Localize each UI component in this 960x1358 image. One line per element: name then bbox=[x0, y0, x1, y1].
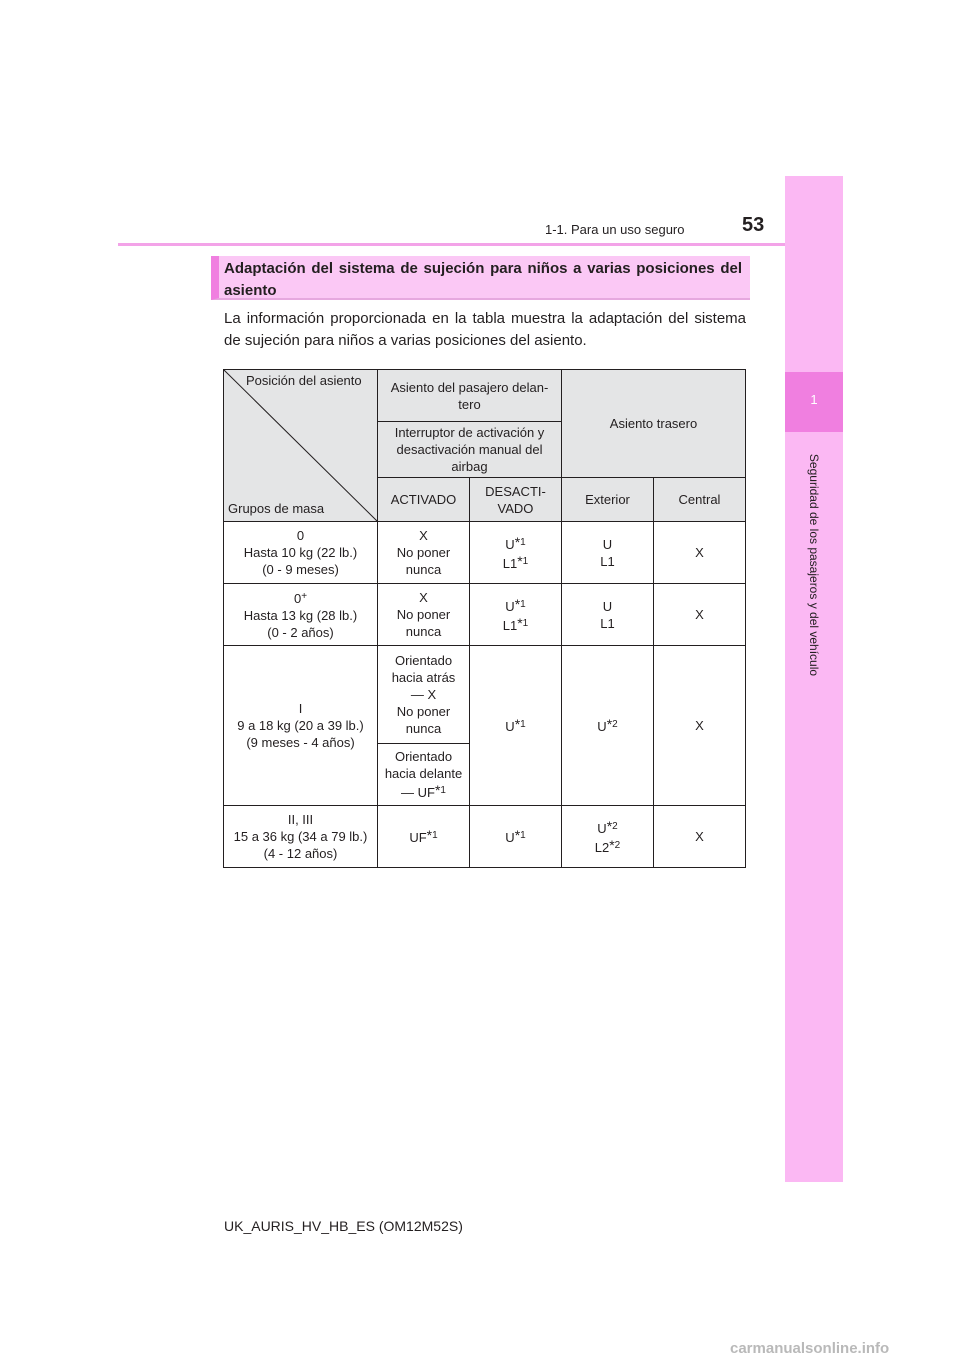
outer-cell: $U^{*2}$ L2$^{*2}$ bbox=[562, 806, 654, 868]
table-row bbox=[224, 522, 746, 584]
group-cell: 0+ Hasta 13 kg (28 lb.) (0 - 2 años) bbox=[224, 584, 378, 646]
deactivated-cell: $U^{*1}$ L1$^{*1}$ bbox=[470, 522, 562, 584]
activated-cell: X No poner nunca bbox=[378, 522, 470, 584]
center-cell: X bbox=[654, 584, 746, 646]
header-rear-seat: Asiento trasero bbox=[562, 370, 746, 478]
header-front-seat: Asiento del pasajero delan-tero bbox=[378, 370, 562, 422]
center-cell: X bbox=[654, 806, 746, 868]
outer-cell: U L1 bbox=[562, 522, 654, 584]
deactivated-cell: $U^{*1}$ L1$^{*1}$ bbox=[470, 584, 562, 646]
header-center: Central bbox=[654, 478, 746, 522]
activated-forward-facing-cell: Orientado hacia delante — UF$^{*1}$ bbox=[378, 744, 470, 806]
corner-label-mass-groups: Grupos de masa bbox=[228, 501, 325, 516]
table-row bbox=[224, 584, 746, 646]
header-rule bbox=[118, 243, 842, 246]
corner-label-seat-position: Posición del asiento bbox=[246, 373, 362, 388]
table-row bbox=[224, 646, 746, 744]
activated-cell: UF$^{*1}$ bbox=[378, 806, 470, 868]
chapter-side-strip bbox=[785, 176, 843, 1182]
chapter-title: Seguridad de los pasajeros y del vehículo bbox=[807, 453, 821, 677]
group-cell: 0 Hasta 10 kg (22 lb.) (0 - 9 meses) bbox=[224, 522, 378, 584]
header-deactivated: DESACTI-VADO bbox=[470, 478, 562, 522]
activated-rear-facing-cell: Orientado hacia atrás — X No poner nunca bbox=[378, 646, 470, 744]
deactivated-cell: $U^{*1}$ bbox=[470, 806, 562, 868]
center-cell: X bbox=[654, 522, 746, 584]
document-code: UK_AURIS_HV_HB_ES (OM12M52S) bbox=[224, 1218, 463, 1234]
table-corner-cell bbox=[224, 370, 378, 522]
page-number: 53 bbox=[742, 214, 765, 236]
table-row bbox=[224, 806, 746, 868]
subheading: Adaptación del sistema de sujeción para niños a varias posiciones del asiento bbox=[224, 260, 742, 299]
outer-cell: U L1 bbox=[562, 584, 654, 646]
section-title: 1-1. Para un uso seguro bbox=[545, 222, 685, 237]
chapter-number: 1 bbox=[810, 392, 818, 407]
intro-paragraph: La información proporcionada en la tabla muestra la adaptación del sistema de sujeción para niños a varias posiciones del asiento. bbox=[224, 310, 746, 349]
activated-cell: X No poner nunca bbox=[378, 584, 470, 646]
group-cell: II, III 15 a 36 kg (34 a 79 lb.) (4 - 12 años) bbox=[224, 806, 378, 868]
compatibility-table bbox=[223, 369, 746, 868]
center-cell: X bbox=[654, 646, 746, 806]
deactivated-cell: $U^{*1}$ bbox=[470, 646, 562, 806]
group-cell: I 9 a 18 kg (20 a 39 lb.) (9 meses - 4 años) bbox=[224, 646, 378, 806]
header-activated: ACTIVADO bbox=[378, 478, 470, 522]
outer-cell: $U^{*2}$ bbox=[562, 646, 654, 806]
watermark: carmanualsonline.info bbox=[730, 1340, 890, 1357]
header-outer: Exterior bbox=[562, 478, 654, 522]
header-airbag-switch: Interruptor de activación y desactivación manual del airbag bbox=[378, 422, 562, 478]
